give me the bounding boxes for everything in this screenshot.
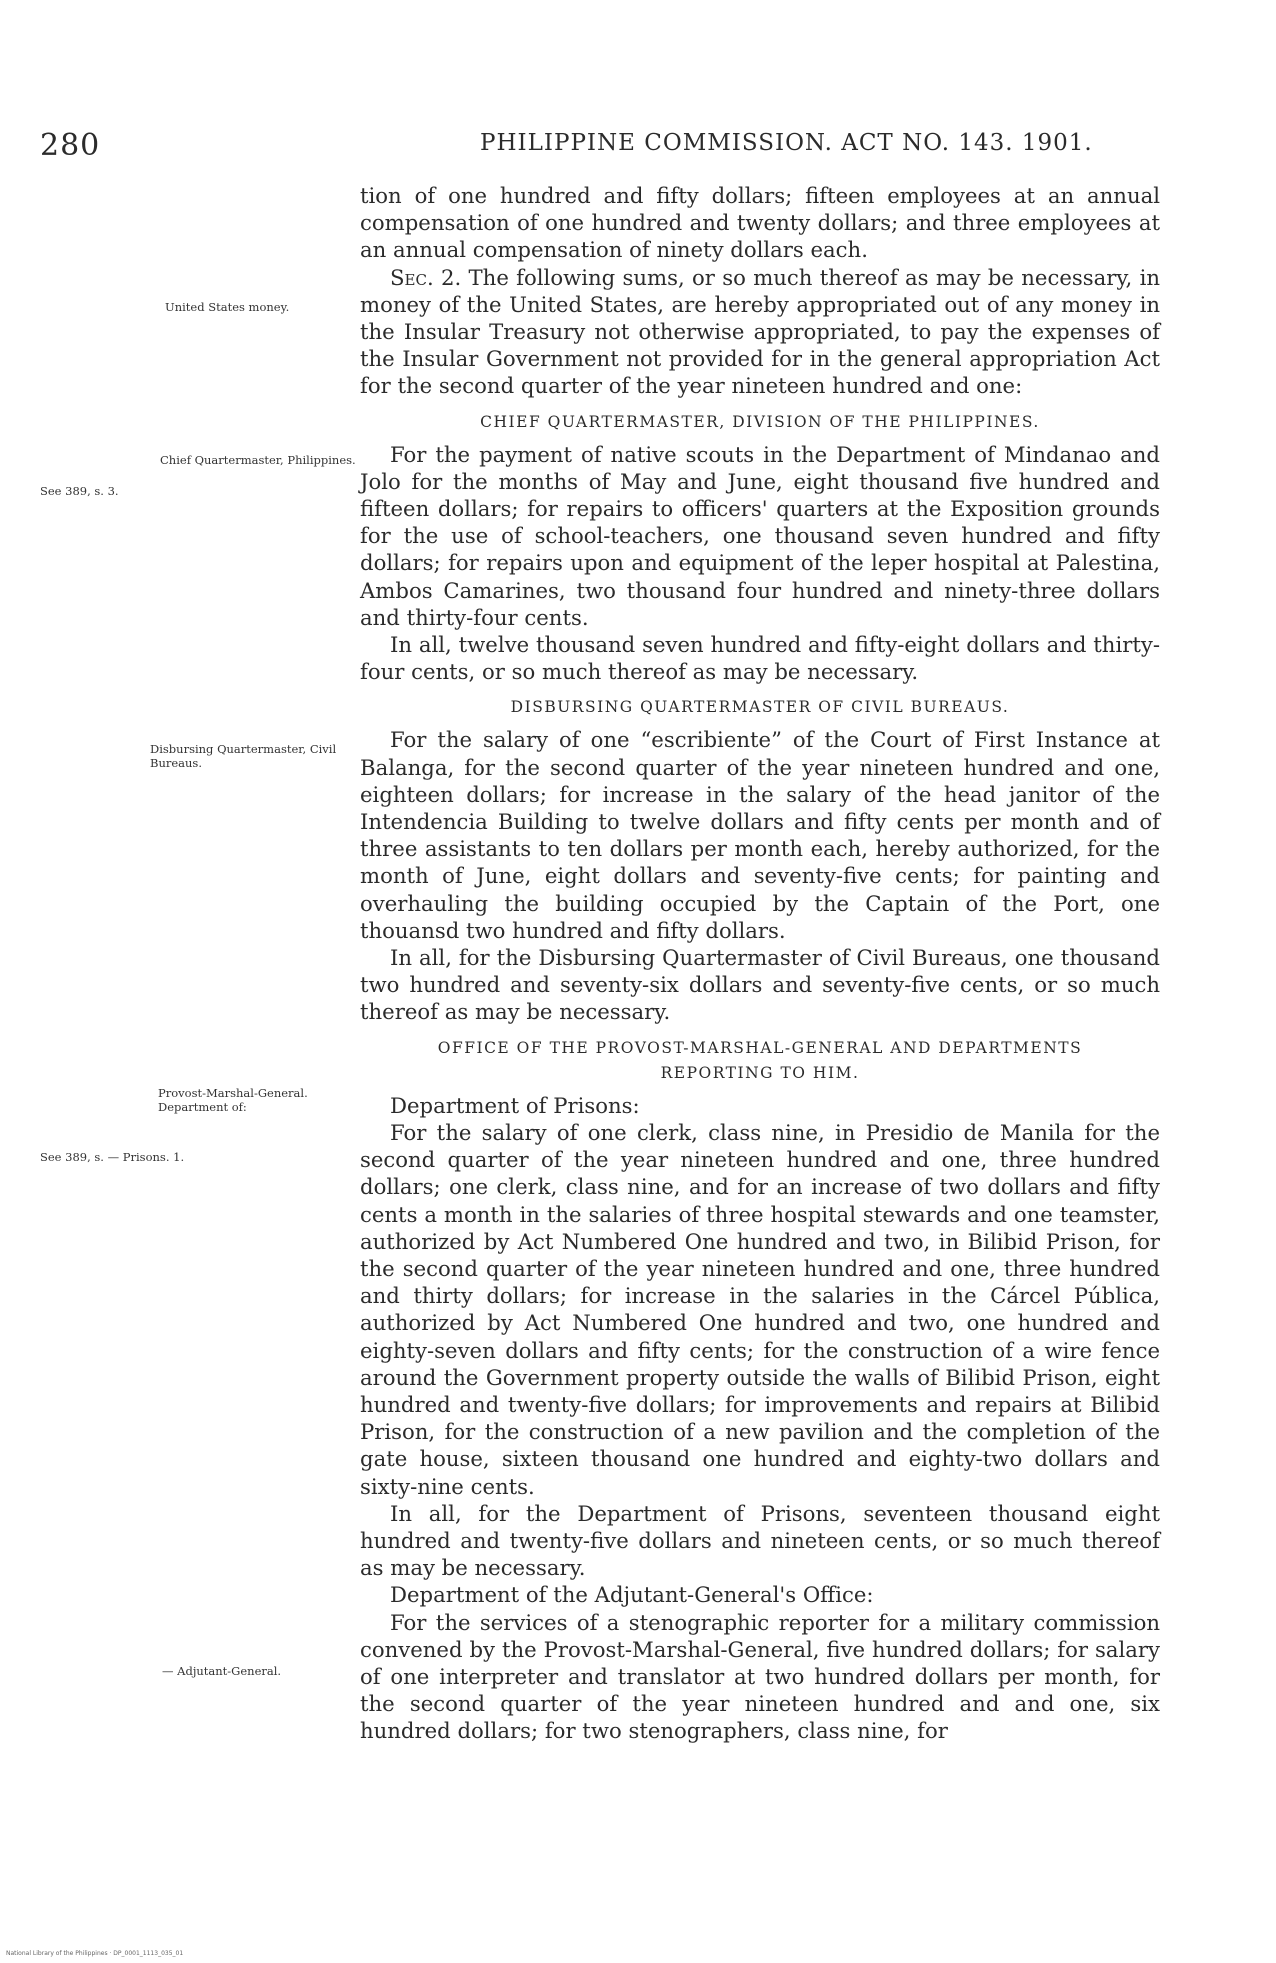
heading-provost-marshal: OFFICE OF THE PROVOST-MARSHAL-GENERAL AND DEPARTMENTS REPORTING TO HIM.: [437, 1038, 1083, 1082]
section-2-text: The following sums, or so much thereof as may be necessary, in money of the United States, are hereby appropriated out of any money in the Insular Treasury not otherwise appropriated, to pay the expenses of the Insular Government not provided for in the general appropriation Act for the second quarter of the year nineteen hundred and one:: [360, 264, 1160, 399]
margin-note-see-389-s3: See 389, s. 3.: [40, 484, 119, 498]
running-head: PHILIPPINE COMMISSION. ACT NO. 143. 1901.: [480, 130, 1093, 156]
heading-chief-quartermaster: CHIEF QUARTERMASTER, DIVISION OF THE PHILIPPINES.: [480, 412, 1040, 431]
paragraph-stenographic-reporter: For the services of a stenographic reporter for a military commission convened by the Provost-Marshal-General, five hundred dollars; for salary of one interpreter and translator at two hundred dollars per month, for the second quarter of the year nineteen hundred and and one, six hundred dollars; for two stenographers, class nine, for: [360, 1609, 1160, 1744]
section-label: Sec. 2.: [390, 264, 462, 290]
scan-footer: National Library of the Philippines · DP_0001_1113_035_01: [6, 1950, 184, 1957]
margin-note-adjutant-general: — Adjutant-General.: [162, 1664, 282, 1678]
section-2-paragraph: [360, 264, 1160, 400]
paragraph-total-prisons: In all, for the Department of Prisons, seventeen thousand eight hundred and twenty-five dollars and nineteen cents, or so much thereof as may be necessary.: [360, 1500, 1160, 1581]
margin-note-chief-quartermaster: Chief Quartermaster, Philippines.: [160, 453, 356, 467]
paragraph-native-scouts: For the payment of native scouts in the Department of Mindanao and Jolo for the months of May and June, eight thousand five hundred and fifteen dollars; for repairs to officers' quarters at the Exposition grounds for the use of school-teachers, one thousand seven hundred and fifty dollars; for repairs upon and equipment of the leper hospital at Palestina, Ambos Camarines, two thousand four hundred and ninety-three dollars and thirty-four cents.: [360, 441, 1160, 630]
paragraph-prisons-salaries: For the salary of one clerk, class nine, in Presidio de Manila for the second quarter of the year nineteen hundred and one, three hundred dollars; one clerk, class nine, and for an increase of two dollars and fifty cents a month in the salaries of three hospital stewards and one teamster, authorized by Act Numbered One hundred and two, in Bilibid Prison, for the second quarter of the year nineteen hundred and one, three hundred and thirty dollars; for increase in the salaries in the Cárcel Pública, authorized by Act Numbered One hundred and two, one hundred and eighty-seven dollars and fifty cents; for the construction of a wire fence around the Government property outside the walls of Bilibid Prison, eight hundred and twenty-five dollars; for improvements and repairs at Bilibid Prison, for the construction of a new pavilion and the completion of the gate house, sixteen thousand one hundred and eighty-two dollars and sixty-nine cents.: [360, 1119, 1160, 1499]
margin-note-united-states-money: United States money.: [165, 300, 290, 314]
page-number: 280: [40, 128, 101, 163]
body-text: [360, 182, 1160, 1745]
margin-note-see-389-s1-prisons: See 389, s. — Prisons. 1.: [40, 1150, 185, 1164]
heading-disbursing-quartermaster: DISBURSING QUARTERMASTER OF CIVIL BUREAUS.: [510, 698, 1010, 717]
paragraph-escribiente: For the salary of one “escribiente” of the Court of First Instance at Balanga, for the second quarter of the year nineteen hundred and one, eighteen dollars; for increase in the salary of the head janitor of the Intendencia Building to twelve dollars and fifty cents per month and of three assistants to ten dollars per month each, hereby authorized, for the month of June, eight dollars and seventy-five cents; for painting and overhauling the building occupied by the Captain of the Port, one thouansd two hundred and fifty dollars.: [360, 727, 1160, 943]
paragraph-continuation: tion of one hundred and fifty dollars; fifteen employees at an annual compensation of one hundred and twenty dollars; and three employees at an annual compensation of ninety dollars each.: [360, 183, 1160, 263]
paragraph-total-disbursing: In all, for the Disbursing Quartermaster of Civil Bureaus, one thousand two hundred and seventy-six dollars and seventy-five cents, or so much thereof as may be necessary.: [360, 945, 1160, 1025]
margin-note-provost-marshal: Provost-Marshal-General. Department of:: [158, 1086, 308, 1114]
paragraph-adjutant-general: Department of the Adjutant-General's Office:: [390, 1582, 874, 1608]
paragraph-total-chief-quartermaster: In all, twelve thousand seven hundred and fifty-eight dollars and thirty-four cents, or so much thereof as may be necessary.: [360, 632, 1160, 685]
margin-note-disbursing-quartermaster: Disbursing Quartermaster, Civil Bureaus.: [150, 742, 337, 770]
paragraph-department-prisons: Department of Prisons:: [390, 1092, 640, 1118]
